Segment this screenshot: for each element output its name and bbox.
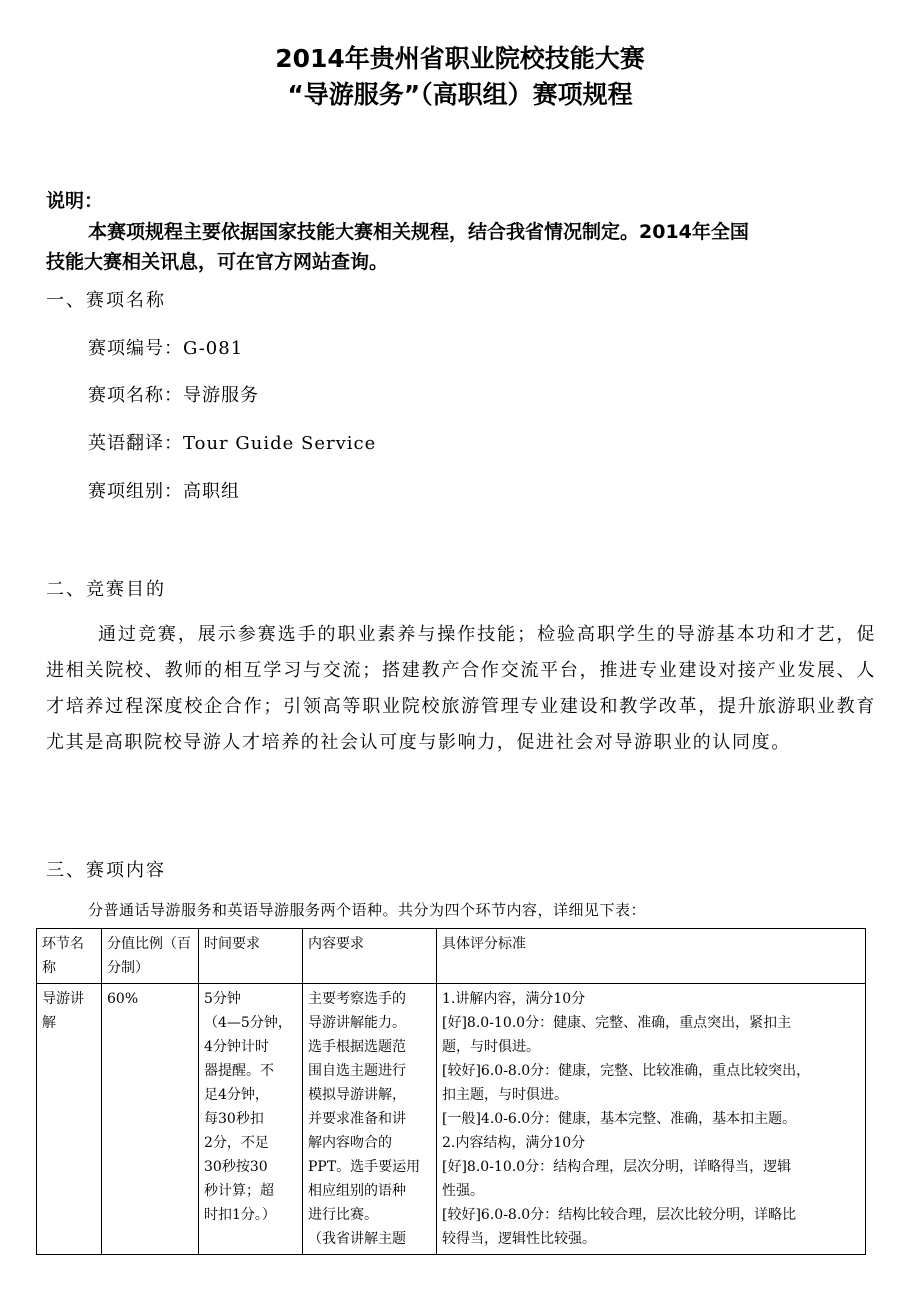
- intro-text-line2: 技能大赛相关讯息，可在官方网站查询。: [46, 251, 389, 273]
- event-code: 赛项编号：G-081: [88, 338, 244, 359]
- content-line: 模拟导游讲解，: [308, 1087, 406, 1103]
- section3-lead: 分普通话导游服务和英语导游服务两个语种。共分为四个环节内容，详细见下表：: [88, 901, 647, 919]
- section3-heading: 三、赛项内容: [46, 860, 166, 881]
- event-group: 赛项组别：高职组: [88, 481, 240, 502]
- criteria-line: [好]8.0-10.0分：健康、完整、准确，重点突出，紧扣主: [442, 1015, 792, 1031]
- criteria-line: [较好]6.0-8.0分：健康，完整、比较准确，重点比较突出，: [442, 1063, 811, 1079]
- content-line: （我省讲解主题: [308, 1231, 406, 1247]
- intro-label: 说明：: [46, 190, 104, 212]
- content-cell: [303, 984, 437, 1255]
- content-line: 导游讲解能力。: [308, 1015, 406, 1031]
- criteria-line: 扣主题，与时俱进。: [442, 1087, 568, 1103]
- table-header-row: [37, 929, 866, 984]
- time-line: （4—5分钟，: [204, 1015, 292, 1031]
- content-line: 围自选主题进行: [308, 1063, 406, 1079]
- time-line: 5分钟: [204, 991, 241, 1007]
- content-line: 进行比赛。: [308, 1207, 378, 1223]
- content-line: 主要考察选手的: [308, 991, 406, 1007]
- table-row: [37, 984, 866, 1255]
- event-name: 赛项名称：导游服务: [88, 385, 259, 406]
- header-cell: 时间要求: [199, 929, 303, 984]
- ratio-cell: 60%: [102, 984, 199, 1255]
- intro-text-line1: 本赛项规程主要依据国家技能大赛相关规程，结合我省情况制定。2014年全国: [88, 221, 749, 243]
- time-line: 4分钟计时: [204, 1039, 269, 1055]
- page-title-line2: “导游服务”（高职组）赛项规程: [287, 80, 633, 109]
- header-cell: 具体评分标准: [437, 929, 866, 984]
- page-title-line1: 2014年贵州省职业院校技能大赛: [275, 44, 645, 73]
- content-line: PPT。选手要运用: [308, 1159, 421, 1175]
- criteria-line: [一般]4.0-6.0分：健康，基本完整、准确，基本扣主题。: [442, 1111, 797, 1127]
- criteria-line: 2.内容结构，满分10分: [442, 1135, 586, 1151]
- section1-heading: 一、赛项名称: [46, 290, 166, 311]
- criteria-line: [较好]6.0-8.0分：结构比较合理，层次比较分明，详略比: [442, 1207, 797, 1223]
- criteria-line: 较得当，逻辑性比较强。: [442, 1231, 596, 1247]
- header-cell: 环节名称: [37, 929, 102, 984]
- time-line: 每30秒扣: [204, 1111, 264, 1127]
- rules-table: [36, 928, 866, 1255]
- time-line: 30秒按30: [204, 1159, 268, 1175]
- time-line: 足4分钟，: [204, 1087, 269, 1103]
- time-line: 器提醒。不: [204, 1063, 274, 1079]
- content-line: 相应组别的语种: [308, 1183, 406, 1199]
- criteria-line: [好]8.0-10.0分：结构合理，层次分明，详略得当，逻辑: [442, 1159, 792, 1175]
- section2-heading: 二、竞赛目的: [46, 579, 166, 600]
- criteria-cell: [437, 984, 866, 1255]
- criteria-line: 题，与时俱进。: [442, 1039, 540, 1055]
- time-line: 时扣1分。）: [204, 1207, 276, 1223]
- content-line: 选手根据选题范: [308, 1039, 406, 1055]
- section2-paragraph: 通过竞赛，展示参赛选手的职业素养与操作技能；检验高职学生的导游基本功和才艺，促进相关院校、教师的相互学习与交流；搭建教产合作交流平台，推进专业建设对接产业发展、人才培养过程深度校企合作；引领高等职业院校旅游管理专业建设和教学改革，提升旅游职业教育尤其是高职院校导游人才培养的社会认可度与影响力，促进社会对导游职业的认同度。: [46, 624, 876, 753]
- header-cell: 分值比例（百分制）: [102, 929, 199, 984]
- content-line: 并要求准备和讲: [308, 1111, 406, 1127]
- header-cell: 内容要求: [303, 929, 437, 984]
- segment-cell: 导游讲解: [37, 984, 102, 1255]
- time-line: 秒计算；超: [204, 1183, 274, 1199]
- time-line: 2分，不足: [204, 1135, 269, 1151]
- time-cell: [199, 984, 303, 1255]
- event-english-name: 英语翻译：Tour Guide Service: [88, 433, 377, 454]
- content-line: 解内容吻合的: [308, 1135, 392, 1151]
- criteria-line: 1.讲解内容，满分10分: [442, 991, 586, 1007]
- criteria-line: 性强。: [442, 1183, 484, 1199]
